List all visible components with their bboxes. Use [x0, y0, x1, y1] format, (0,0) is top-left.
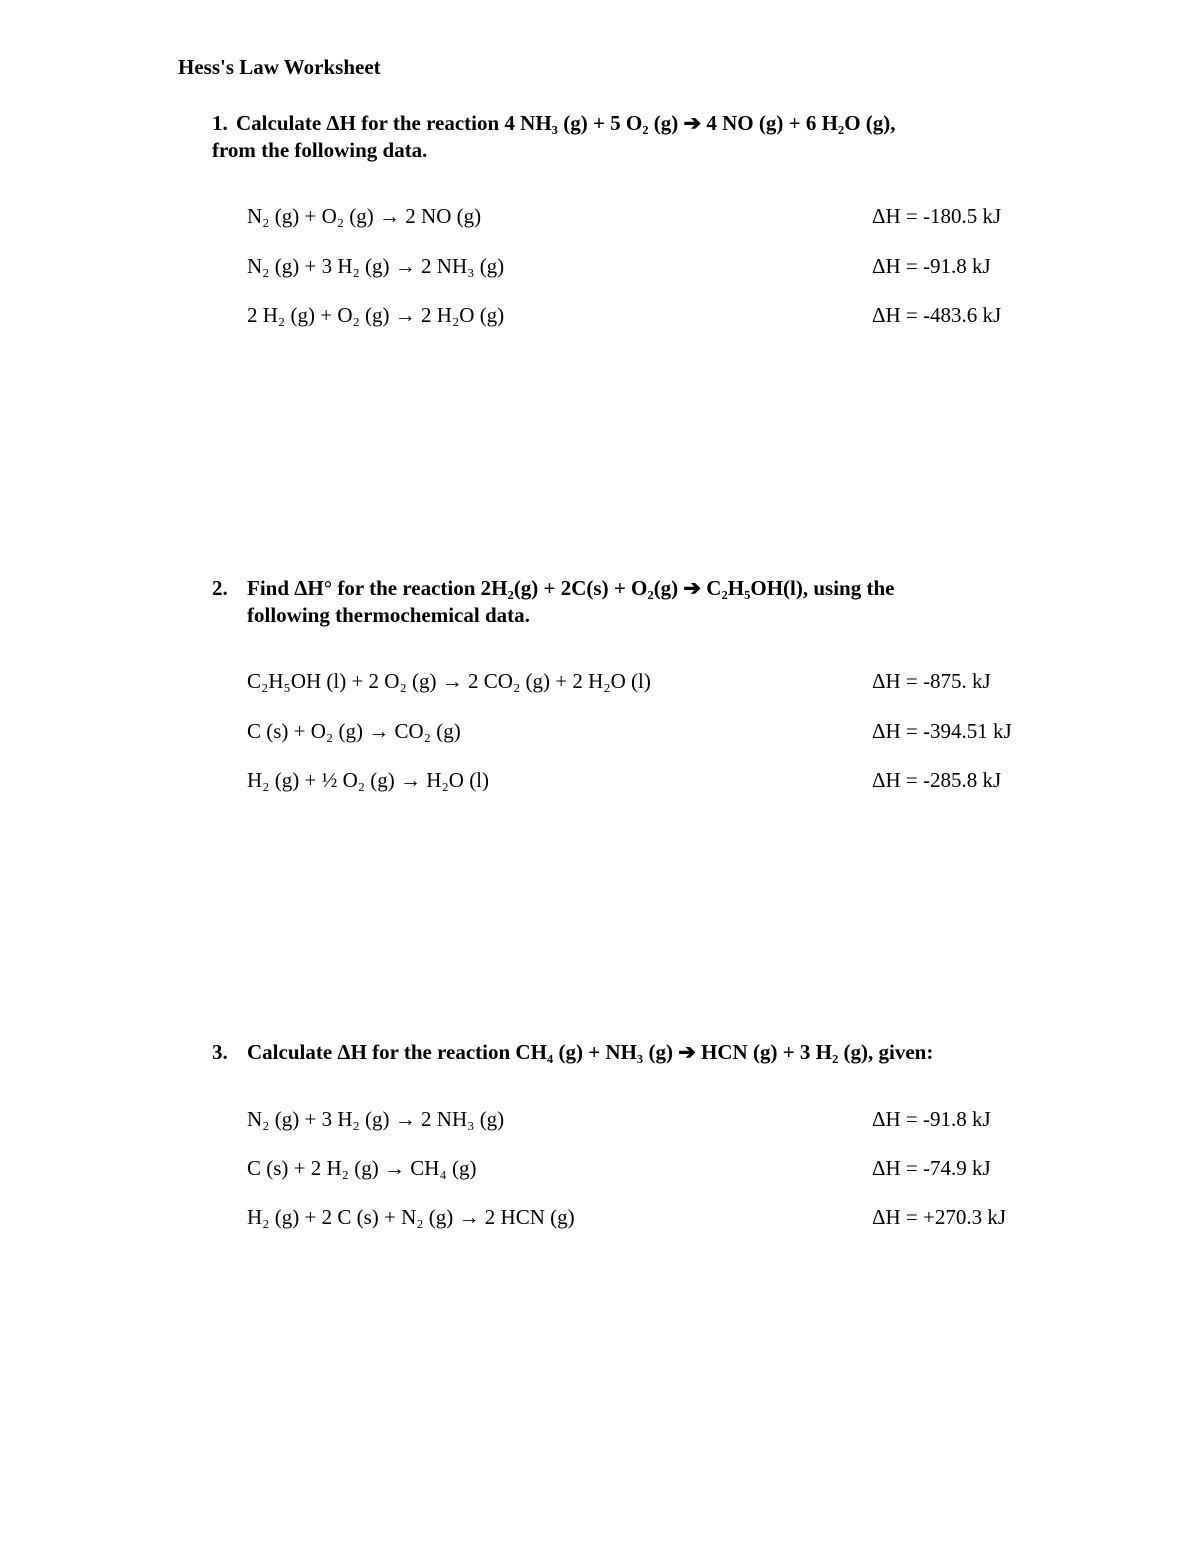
reaction-equation: N₂ (g) + O₂ (g) → 2 NO (g) — [247, 204, 482, 228]
enthalpy-value: ΔH = +270.3 kJ — [872, 1205, 1007, 1229]
enthalpy-value: ΔH = -91.8 kJ — [872, 254, 991, 278]
worksheet-title: Hess's Law Worksheet — [178, 55, 381, 79]
enthalpy-value: ΔH = -875. kJ — [872, 669, 991, 693]
problem-prompt — [236, 110, 896, 137]
enthalpy-value: ΔH = -74.9 kJ — [872, 1156, 991, 1180]
problem-prompt — [247, 1039, 933, 1066]
problem-number: 2. — [212, 576, 228, 600]
enthalpy-value: ΔH = -285.8 kJ — [872, 768, 1002, 792]
problem-prompt-line: Calculate ΔH for the reaction CH₄ (g) + NH₃ (g) ➔ HCN (g) + 3 H₂ (g), given: — [247, 1040, 934, 1064]
problem-number: 1. — [212, 111, 228, 135]
enthalpy-value: ΔH = -483.6 kJ — [872, 303, 1002, 327]
enthalpy-value: ΔH = -394.51 kJ — [872, 719, 1012, 743]
enthalpy-value: ΔH = -180.5 kJ — [872, 204, 1002, 228]
problem-prompt-line: Calculate ΔH for the reaction 4 NH₃ (g) + 5 O₂ (g) ➔ 4 NO (g) + 6 H₂O (g), — [236, 111, 896, 135]
enthalpy-value: ΔH = -91.8 kJ — [872, 1107, 991, 1131]
problem-prompt-continued — [212, 137, 427, 164]
problem-prompt — [247, 575, 894, 629]
reaction-equation: H₂ (g) + ½ O₂ (g) → H₂O (l) — [247, 768, 490, 792]
reaction-equation: 2 H₂ (g) + O₂ (g) → 2 H₂O (g) — [247, 303, 505, 327]
problem-number: 3. — [212, 1040, 228, 1064]
reaction-equation: C (s) + 2 H₂ (g) → CH₄ (g) — [247, 1156, 477, 1180]
reaction-equation: H₂ (g) + 2 C (s) + N₂ (g) → 2 HCN (g) — [247, 1205, 575, 1229]
problem-prompt-line: from the following data. — [212, 138, 428, 162]
problem-prompt-line: following thermochemical data. — [247, 603, 530, 627]
reaction-equation: C (s) + O₂ (g) → CO₂ (g) — [247, 719, 461, 743]
reaction-equation: C₂H₅OH (l) + 2 O₂ (g) → 2 CO₂ (g) + 2 H₂O (l) — [247, 669, 651, 693]
reaction-equation: N₂ (g) + 3 H₂ (g) → 2 NH₃ (g) — [247, 1107, 505, 1131]
reaction-equation: N₂ (g) + 3 H₂ (g) → 2 NH₃ (g) — [247, 254, 505, 278]
problem-prompt-line: Find ΔH° for the reaction 2H₂(g) + 2C(s) + O₂(g) ➔ C₂H₅OH(l), using the — [247, 576, 895, 600]
